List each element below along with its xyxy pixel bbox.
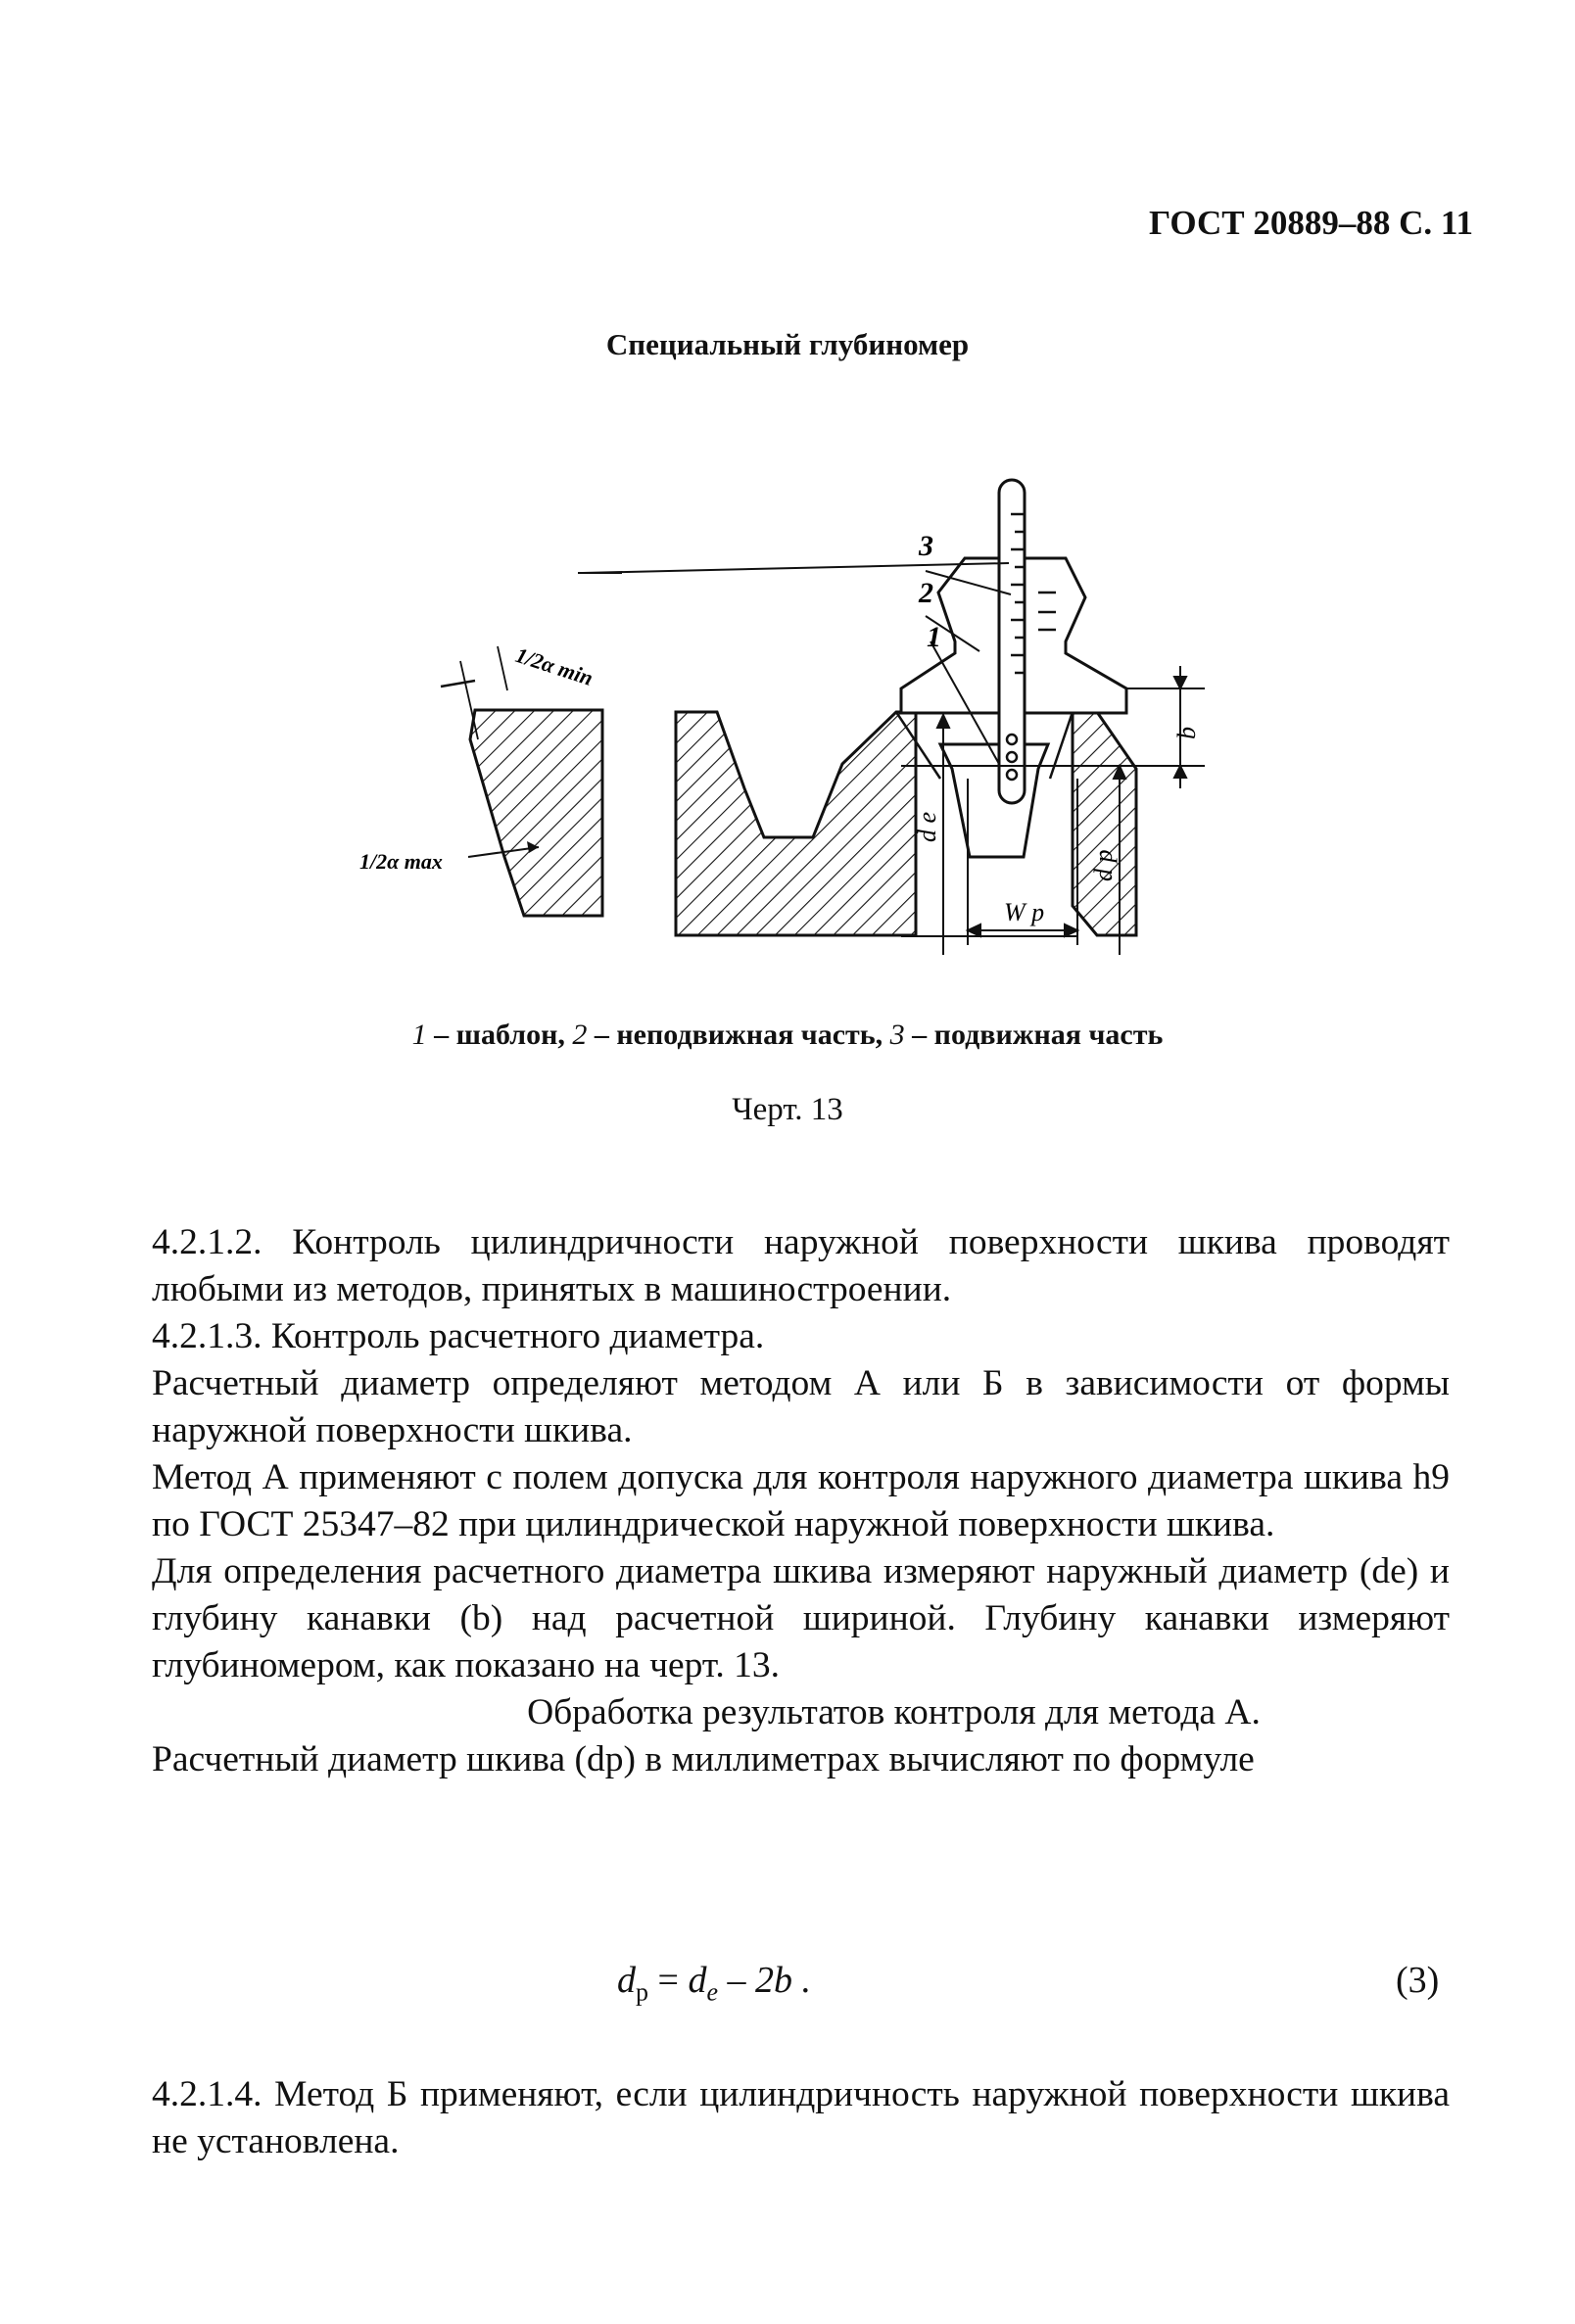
caption-num-2: 2 xyxy=(572,1019,588,1051)
paragraph-processing-heading: Обработка результатов контроля для метода А. xyxy=(527,1692,1261,1732)
label-dp: d p xyxy=(1089,849,1118,881)
label-wp: W p xyxy=(1004,898,1045,926)
caption-text-2: – неподвижная часть, xyxy=(587,1019,890,1051)
caption-text-1: – шаблон, xyxy=(426,1019,573,1051)
template-part-1 xyxy=(940,744,1048,857)
figure-caption xyxy=(0,1019,1575,1052)
document-header: ГОСТ 20889–88 С. 11 xyxy=(1148,204,1473,242)
paragraph-4-2-1-4: 4.2.1.4. Метод Б применяют, если цилиндричность наружной поверхности шкива не установлена. xyxy=(152,2074,1450,2161)
template-profile xyxy=(359,642,602,916)
body-text xyxy=(152,1219,1450,1783)
formula-expression: $d_p = d_e - 2b$ . xyxy=(617,1960,811,2007)
label-b: b xyxy=(1172,727,1201,739)
formula-number: (3) xyxy=(1396,1960,1440,2001)
caption-num-3: 3 xyxy=(889,1019,905,1051)
paragraph-method-a: Метод А применяют с полем допуска для контроля наружного диаметра шкива h9 по ГОСТ 25347–82 при цилиндрической наружной поверхности шкива. xyxy=(152,1457,1450,1544)
depth-gauge-drawing xyxy=(353,446,1234,994)
label-de: d e xyxy=(913,811,941,842)
caption-text-3: – подвижная часть xyxy=(904,1019,1164,1051)
paragraph-method-choice: Расчетный диаметр определяют методом А или Б в зависимости от формы наружной поверхности шкива. xyxy=(152,1363,1450,1450)
angle-max-label: 1/2α max xyxy=(359,849,443,874)
label-2: 2 xyxy=(919,577,933,609)
angle-min-label: 1/2α min xyxy=(512,641,597,690)
figure-number: Черт. 13 xyxy=(732,1092,843,1127)
paragraph-measurement: Для определения расчетного диаметра шкива измеряют наружный диаметр (de) и глубину канавки (b) над расчетной шириной. Глубину канавки измеряют глубиномером, как показано на черт. 13. xyxy=(152,1551,1450,1685)
pulley-section xyxy=(676,712,1136,937)
paragraph-4-2-1-3: 4.2.1.3. Контроль расчетного диаметра. xyxy=(152,1316,765,1356)
caption-num-1: 1 xyxy=(411,1019,427,1051)
paragraph-4-2-1-2: 4.2.1.2. Контроль цилиндричности наружной поверхности шкива проводят любыми из методов, принятых в машиностроении. xyxy=(152,1222,1450,1309)
paragraph-formula-intro: Расчетный диаметр шкива (dp) в миллиметрах вычисляют по формуле xyxy=(152,1739,1255,1779)
label-3: 3 xyxy=(919,530,933,562)
figure-title: Специальный глубиномер xyxy=(605,327,970,361)
label-1: 1 xyxy=(927,621,941,653)
